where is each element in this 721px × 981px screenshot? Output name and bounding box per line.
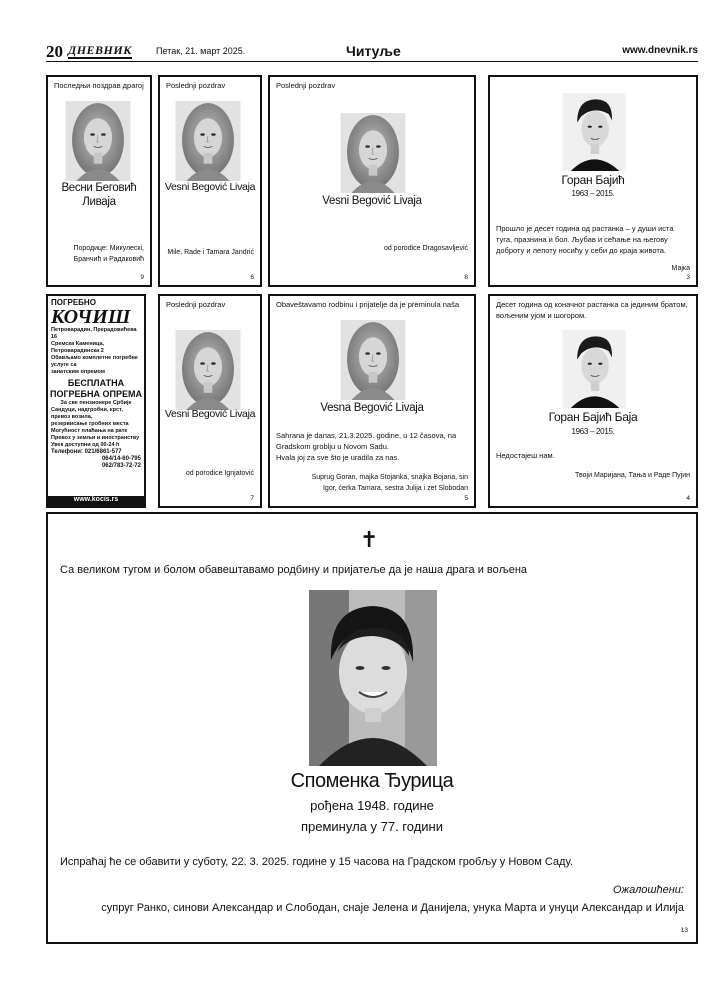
page-number: 20 <box>46 42 63 61</box>
ad-line: Превоз у земљи и иностранству <box>51 435 140 441</box>
ad-line: Увек доступни од 00-24 h <box>51 442 120 448</box>
notice-signature: Твоји Маријана, Тања и Раде Пујин <box>575 472 690 479</box>
deceased-name: Vesni Begović Livaja <box>164 408 256 420</box>
ad-phone: 062/783-72-72 <box>101 463 141 469</box>
deceased-name: Vesni Begović Livaja <box>322 195 422 207</box>
ad-headline: ПОГРЕБНА ОПРЕМА <box>49 389 143 399</box>
ad-line: превоз возила, <box>51 414 93 420</box>
portrait-photo <box>562 330 626 408</box>
deceased-name: Споменка Ђурица <box>290 770 454 792</box>
notice-label: Poslednji pozdrav <box>276 81 336 90</box>
notice-signature: Mile, Rade i Tamara Jandrić <box>167 249 254 256</box>
mourners-list: супруг Ранко, синови Александар и Слободан, снаје Јелена и Данијела, унука Марта и унуци Александар и Илија <box>101 902 684 914</box>
notice-label: Десет година од коначног растанка са јединим братом, вољеним ујом и шогором. <box>496 300 688 320</box>
notice-text: Недостајеш нам. <box>496 451 555 460</box>
notice-signature: Suprug Goran, majka Stojanka, snajka Bojana, sin Igor, ćerka Tamara, sestra Julija i zet Slobodan <box>311 474 468 492</box>
notice-signature: od porodice Ignjatović <box>185 470 254 477</box>
life-years: 1963 – 2015. <box>571 427 615 436</box>
mourners-label: Ожалошћени: <box>612 884 684 896</box>
obituary-notice <box>268 294 476 508</box>
birth-info: рођена 1948. године <box>310 798 434 813</box>
obituary-notice <box>46 75 152 287</box>
page-header <box>46 42 698 62</box>
deceased-name: Горан Бајић <box>561 173 625 187</box>
ad-phone: Телефони: 021/6861-577 <box>51 449 122 455</box>
obituary-notice <box>488 75 698 287</box>
obituary-notice <box>268 75 476 287</box>
obituary-notice <box>158 294 262 508</box>
notice-number: 8 <box>464 274 468 281</box>
ad-headline: БЕСПЛАТНА <box>67 378 125 388</box>
portrait-photo <box>175 101 241 181</box>
funeral-info: Испраћај ће се обавити у суботу, 22. 3. 2025. године у 15 часова на Градском гробљу у Новом Саду. <box>60 856 573 868</box>
notice-label: Poslednji pozdrav <box>166 300 226 309</box>
ad-top: ПОГРЕБНО <box>51 298 96 307</box>
ad-line: Сандуци, надгробни, крст, <box>51 407 123 413</box>
ad-brand: КОЧИШ <box>51 306 131 328</box>
main-portrait-photo <box>309 590 437 766</box>
main-obituary <box>46 512 698 944</box>
portrait-photo <box>340 320 406 400</box>
notice-text: Sahrana je danas, 21.3.2025. godine, u 12 časova, na Gradskom groblju u Novom Sadu. <box>276 431 457 451</box>
ad-line: Могућност плаћања на рате <box>51 428 128 434</box>
death-info: преминула у 77. години <box>300 819 443 834</box>
notice-text: Прошло је десет година од растанка – у души иста туга, празнина и бол. Љубав и сећање на његову доброту и лепоту носићу у себи до краја живота. <box>496 224 674 255</box>
ad-line: занатским опремом <box>51 369 105 375</box>
ad-line: За све пензионере Србије <box>60 400 132 406</box>
main-intro: Са великом тугом и болом обавештавамо родбину и пријатеље да је наша драга и вољена <box>60 564 528 576</box>
notice-number: 5 <box>464 495 468 502</box>
notice-label: Последњи поздрав драгој <box>54 81 144 90</box>
ad-line: резервисање гробних места <box>51 421 129 427</box>
ad-line: Сремска Каменица, Петроварадинска 2 <box>51 341 105 354</box>
notice-label: Poslednji pozdrav <box>166 81 226 90</box>
notice-number: 3 <box>686 274 690 281</box>
notice-number: 4 <box>686 495 690 502</box>
issue-date: Петак, 21. март 2025. <box>156 46 246 56</box>
section-title: Читуље <box>346 43 401 59</box>
ad-phone: 064/14-60-795 <box>101 456 141 462</box>
website-link[interactable]: www.dnevnik.rs <box>622 45 698 56</box>
ad-website[interactable]: www.kocis.rs <box>48 496 144 506</box>
notice-signature: Породице: Микулескi, Бранчић и Радаковић <box>73 245 144 263</box>
notice-signature: Мајка <box>671 265 690 272</box>
notice-signature: od porodice Dragosavljević <box>383 245 468 252</box>
obituary-notice <box>488 294 698 508</box>
notice-number: 6 <box>250 274 254 281</box>
notice-label: Obaveštavamo rodbinu i prijatelje da je preminula naša <box>276 300 460 309</box>
portrait-photo <box>65 101 131 181</box>
ad-line: Обављамо комплетне погребне услуге са <box>51 355 138 368</box>
notice-number: 9 <box>140 274 144 281</box>
cross-icon: ✝ <box>360 528 379 553</box>
deceased-name: Весни Беговић Ливаја <box>61 182 137 208</box>
deceased-name: Vesna Begović Livaja <box>320 402 424 414</box>
funeral-home-ad <box>46 294 146 508</box>
deceased-name: Vesni Begović Livaja <box>164 181 256 193</box>
portrait-photo <box>562 93 626 171</box>
newspaper-logo: ДНЕВНИК <box>68 43 132 57</box>
deceased-name: Горан Бајић Баја <box>548 410 638 424</box>
ad-line: Петроварадин, Прерадовићева 16 <box>51 327 137 340</box>
life-years: 1963 – 2015. <box>571 189 615 198</box>
notice-number: 7 <box>250 495 254 502</box>
notice-number: 13 <box>680 927 688 934</box>
obituary-notice <box>158 75 262 287</box>
portrait-photo <box>340 113 406 193</box>
portrait-photo <box>175 330 241 410</box>
notice-text-thanks: Hvala joj za sve što je uradila za nas. <box>276 453 400 462</box>
